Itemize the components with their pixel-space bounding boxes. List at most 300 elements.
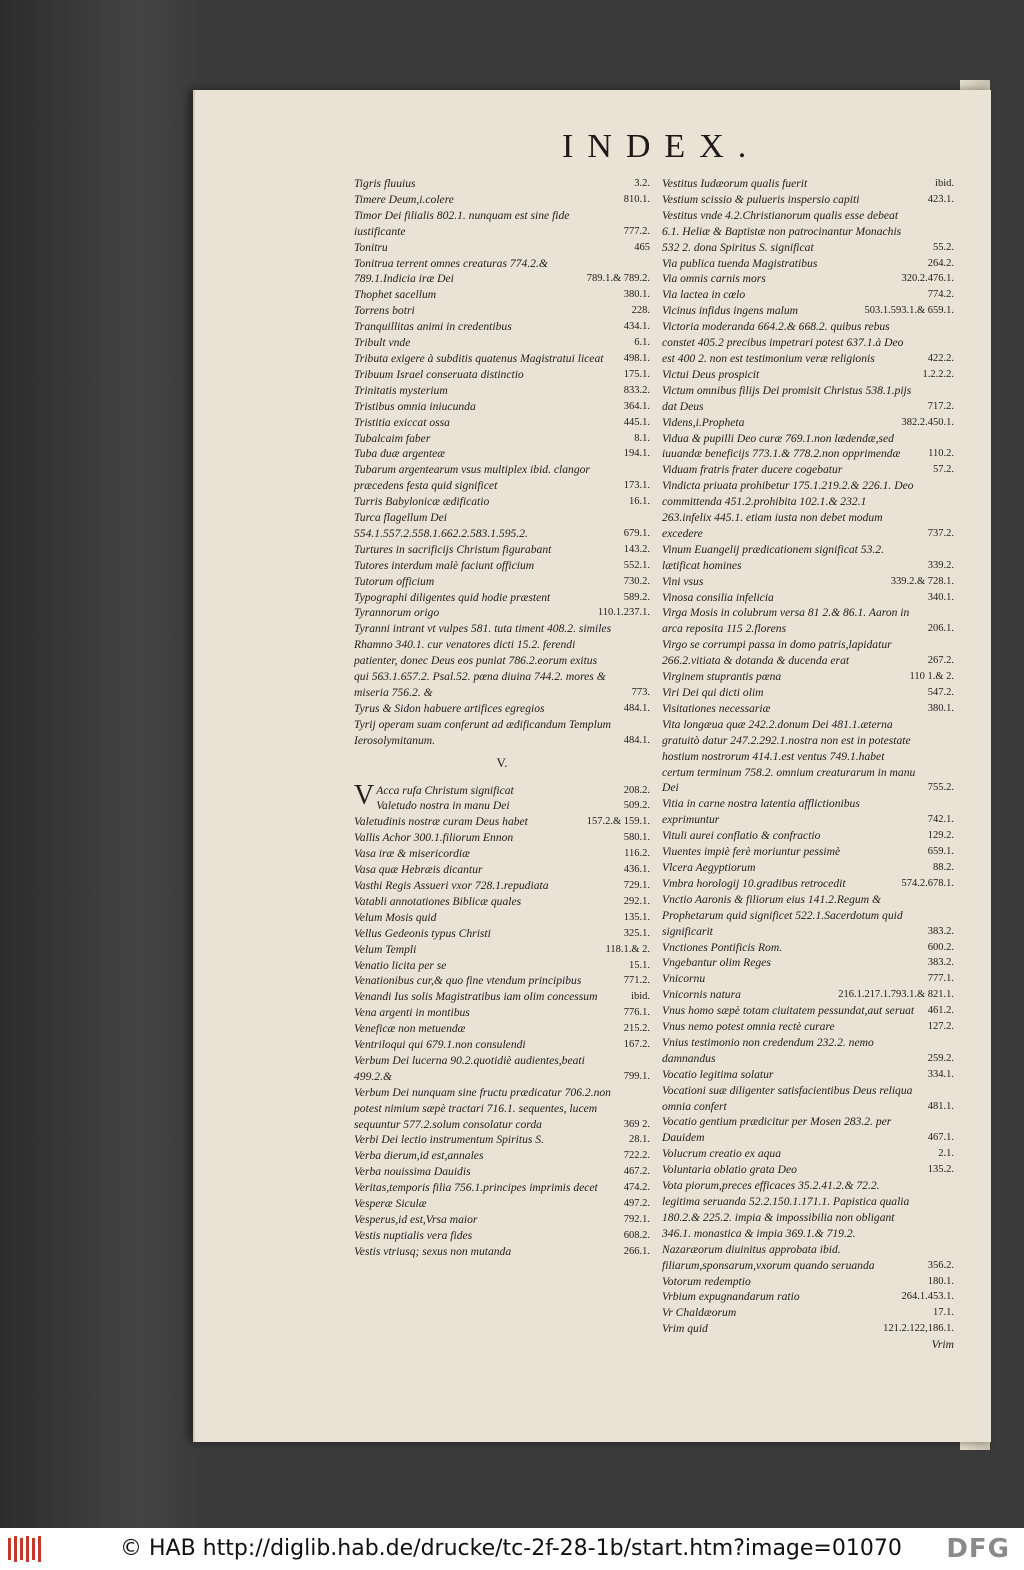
index-entry-page-ref: 509.2. [623,800,650,812]
index-entry-page-ref: 574.2.678.1. [901,877,954,889]
index-entry [662,478,954,542]
index-entry-term: Viduam fratris frater ducere cogebatur [662,463,843,477]
index-entry [354,621,650,701]
index-entry [662,1162,954,1178]
index-entry-page-ref: 369 2. [623,1118,650,1130]
index-entry-page-ref: 129.2. [927,830,954,842]
index-entry [354,256,650,288]
index-entry-term: Torrens botri [354,304,415,318]
index-entry-term: Vitia in carne nostra latentia afflictionibus exprimuntur [662,797,860,827]
index-entry [662,1305,954,1321]
index-entry-term: Virginem stuprantis pœna [662,670,782,684]
index-entry-page-ref: 474.2. [623,1182,650,1194]
index-entry-page-ref: 547.2. [927,687,954,698]
index-entry-page-ref: 481.1. [927,1100,954,1112]
index-entry [354,973,650,989]
index-entry-page-ref: 423.1. [927,193,954,205]
catchword: Vrim [931,1338,954,1352]
index-entry [662,303,954,319]
index-entry [662,271,954,287]
index-list-right [662,176,954,1337]
index-entry-page-ref: 461.2. [927,1005,954,1017]
index-entry-page-ref: 228. [631,305,650,317]
index-entry-term: Veritas,temporis filia 756.1.principes imprimis decet [354,1181,598,1195]
index-entry-page-ref: 771.2. [623,975,650,987]
index-entry [662,971,954,987]
index-entry-term: Vinosa consilia infelicia [662,590,774,604]
index-entry-term: Venandi Ius solis Magistratibus iam olim concessum [354,990,598,1004]
index-entry-page-ref: 380.1. [927,702,954,714]
index-entry-page-ref: 2.1. [938,1148,954,1160]
index-entry-page-ref: 180.1. [927,1275,954,1287]
index-entry-page-ref: 121.2.122,186.1. [883,1323,954,1335]
index-entry-term: Tribult vnde [354,336,411,350]
index-entry-term: Tristitia exiccat ossa [354,415,450,429]
index-entry-term: Votorum redemptio [662,1274,751,1288]
index-entry-page-ref: 833.2. [623,384,650,396]
index-column-left [354,176,650,1260]
index-entry [662,685,954,701]
index-entry-term: Verba dierum,id est,annales [354,1149,484,1163]
index-entry-page-ref: 799.1. [623,1070,650,1082]
index-entry-page-ref: 175.1. [623,368,650,380]
index-entry-page-ref: 773. [631,687,650,698]
index-entry-term: Tyrannorum origo [354,606,440,620]
index-entry-term: Timere Deum,i.colere [354,192,454,206]
index-entry-term: Victoria moderanda 664.2.& 668.2. quibus rebus constet 405.2 precibus impetrari potest 637.1.à Deo est 400 2. non est testimonium veræ religionis [662,320,904,365]
index-entry-page-ref: 127.2. [927,1021,954,1033]
index-entry-term: Vnctio Aaronis & filiorum eius 141.2.Regum & Prophetarum quid significet 522.1.Sacerdotum quid significarit [662,892,903,938]
index-entry-page-ref: 774.2. [927,289,954,301]
index-entry [662,637,954,669]
index-entry-page-ref: 356.2. [927,1259,954,1271]
index-entry-term: Venationibus cur,& quo fine vtendum principibus [354,974,582,988]
index-entry-term: Vmbra horologij 10.gradibus retrocedit [662,876,846,890]
index-entry-term: Vindicta priuata prohibetur 175.1.219.2.& 226.1. Deo committenda 451.2.prohibita 102.1.& 232.1 263.infelix 445.1. etiam iusta non debet modum excedere [662,479,914,540]
index-entry [662,415,954,431]
index-entry [354,287,650,303]
index-entry [354,846,650,862]
index-entry-term: Vocationi suæ diligenter satisfacientibus Deus reliqua omnia confert [662,1083,913,1113]
index-entry [354,814,650,830]
index-entry-term: Visitationes necessariæ [662,701,771,715]
index-entry-term: Tyrus & Sidon habuere artifices egregios [354,701,545,715]
index-entry [354,431,650,447]
index-entry [662,955,954,971]
page-title: INDEX. [562,128,761,165]
index-entry-page-ref: 292.1. [623,895,650,907]
index-entry-page-ref: 325.1. [623,927,650,939]
index-entry-term: Vasa iræ & misericordiæ [354,847,470,861]
index-entry-page-ref: 8.1. [634,432,650,444]
index-entry-term: Virgo se corrumpi passa in domo patris,lapidatur 266.2.vitiata & dotanda & ducenda erat [662,638,892,668]
index-entry [354,894,650,910]
index-entry-term: Tonitru [354,240,388,254]
index-entry-page-ref: 484.1. [623,734,650,746]
index-entry-term: Venatio licita per se [354,958,447,972]
background-left [0,0,200,1528]
index-entry-page-ref: 364.1. [623,400,650,412]
index-entry [354,446,650,462]
index-entry [354,367,650,383]
index-entry-term: Vnctiones Pontificis Rom. [662,940,783,954]
index-entry-term: Volucrum creatio ex aqua [662,1147,782,1161]
index-entry-term: Vrbium expugnandarum ratio [662,1290,800,1304]
index-entry [354,510,650,542]
index-entry-page-ref: 382.2.450.1. [901,416,954,428]
index-entry-term: Acca rufa Christum significat [376,783,514,797]
index-entry [354,303,650,319]
index-entry-term: Vatabli annotationes Biblicæ quales [354,894,522,908]
index-entry-page-ref: 57.2. [933,464,954,476]
index-entry-term: Timor Dei filialis 802.1. nunquam est sine fide iustificante [354,208,570,238]
index-entry-page-ref: 320.2.476.1. [901,273,954,285]
index-entry-page-ref: 422.2. [927,352,954,364]
index-entry-page-ref: 729.1. [623,879,650,891]
index-entry-page-ref: 465 [634,241,650,253]
index-list-t [354,176,650,749]
index-entry-term: Tubalcaim faber [354,431,431,445]
index-entry-page-ref: 755.2. [927,782,954,794]
index-entry [354,351,650,367]
index-entry-term: Vlcera Aegyptiorum [662,860,756,874]
index-entry-page-ref: 340.1. [927,591,954,603]
index-entry [354,574,650,590]
index-entry-term: Virga Mosis in colubrum versa 81 2.& 86.1. Aaron in arca reposita 115 2.florens [662,606,910,636]
index-entry-term: Tributa exigere à subditis quatenus Magistratui liceat [354,351,604,365]
index-entry-page-ref: 383.2. [927,925,954,937]
index-entry-term: Via omnis carnis mors [662,272,766,286]
index-entry-page-ref: 339.2. [927,559,954,571]
index-entry [354,1180,650,1196]
index-entry-term: Tranquillitas animi in credentibus [354,320,512,334]
index-entry-term: Trinitatis mysterium [354,383,448,397]
index-entry-page-ref: 135.1. [623,911,650,923]
index-entry-page-ref: 659.1. [927,846,954,858]
index-entry [354,717,650,749]
index-entry-page-ref: 17.1. [933,1307,954,1319]
index-entry [354,192,650,208]
index-entry-term: Tonitrua terrent omnes creaturas 774.2.& 789.1.Indicia iræ Dei [354,256,548,286]
index-entry [662,256,954,272]
index-entry [354,399,650,415]
index-entry [354,1164,650,1180]
index-entry-page-ref: 445.1. [623,416,650,428]
index-entry-page-ref: 383.2. [927,957,954,969]
index-entry-page-ref: 737.2. [927,527,954,539]
index-entry-term: Via lactea in cœlo [662,288,746,302]
index-entry-term: Vnicornis natura [662,988,741,1002]
index-entry [354,878,650,894]
index-entry [354,958,650,974]
index-entry-page-ref: 206.1. [927,623,954,635]
index-entry [662,1178,954,1273]
index-entry [662,1321,954,1337]
index-entry-page-ref: 810.1. [623,193,650,205]
index-entry [662,1146,954,1162]
index-entry-page-ref: 173.1. [623,480,650,492]
index-entry-term: Turtures in sacrificijs Christum figurabant [354,542,552,556]
index-entry-page-ref: 608.2. [623,1229,650,1241]
index-entry [662,892,954,940]
index-entry [662,319,954,367]
footer-copyright-link[interactable]: © HAB http://diglib.hab.de/drucke/tc-2f-28-1b/start.htm?image=01070 [120,1536,902,1561]
index-entry [662,192,954,208]
index-entry [662,701,954,717]
index-entry-page-ref: 264.2. [927,257,954,269]
index-entry-page-ref: 730.2. [623,575,650,587]
index-entry [662,717,954,797]
index-entry-term: Viri Dei qui dicti olim [662,686,764,699]
index-entry-page-ref: ibid. [631,991,650,1003]
index-entry-term: Vidua & pupilli Deo curæ 769.1.non lædendæ,sed iuuandæ beneficijs 773.1.& 778.2.non opprimendæ [662,431,901,461]
index-entry-page-ref: 722.2. [623,1150,650,1162]
index-entry [354,319,650,335]
index-entry [662,287,954,303]
index-entry-term: Vasa quæ Hebræis dicantur [354,863,483,877]
index-entry [354,942,650,958]
index-entry-term: Vnius testimonio non credendum 232.2. nemo damnandus [662,1035,874,1065]
index-entry [662,1003,954,1019]
index-entry-page-ref: 1.2.2.2. [922,368,954,380]
index-entry-page-ref: 88.2. [933,861,954,873]
index-entry-page-ref: 789.1.& 789.2. [586,273,650,285]
index-entry [354,798,650,814]
index-entry [354,1037,650,1053]
index-entry-term: Vestium scissio & pulueris inspersio capiti [662,192,860,206]
index-entry [662,876,954,892]
index-entry-term: Victum omnibus filijs Dei promisit Christus 538.1.pijs dat Deus [662,383,912,413]
index-entry-page-ref: 116.2. [624,848,650,860]
index-entry-page-ref: 110.2. [928,448,954,460]
index-entry-term: Tyrij operam suam conferunt ad ædificandum Templum Ierosolymitanum. [354,717,611,747]
footer-bar [0,1528,1024,1570]
index-entry-term: Vrim quid [662,1322,708,1336]
index-entry [354,1228,650,1244]
index-entry [354,1005,650,1021]
index-entry-term: Verbi Dei lectio instrumentum Spiritus S. [354,1133,544,1147]
index-entry-page-ref: 334.1. [927,1068,954,1080]
index-entry [354,926,650,942]
index-entry-term: Vena argenti in montibus [354,1006,470,1020]
index-entry-term: Vr Chaldæorum [662,1306,737,1320]
index-entry [662,431,954,463]
index-entry-term: Valetudo nostra in manu Dei [376,799,510,813]
index-entry [662,796,954,828]
index-entry-term: Verbum Dei lucerna 90.2.quotidiè audientes,beati 499.2.& [354,1053,585,1083]
index-entry [354,1132,650,1148]
index-entry-page-ref: 552.1. [623,559,650,571]
index-entry-term: Vicinus infidus ingens malum [662,304,799,318]
index-entry [354,910,650,926]
index-entry [662,542,954,574]
index-entry-term: Tutorum officium [354,574,435,588]
index-entry-term: Viuentes impiè ferè moriuntur pessimè [662,845,841,859]
index-entry-term: Vocatio gentium prædicitur per Mosen 283.2. per Dauidem [662,1115,892,1145]
index-entry [354,462,650,494]
index-entry-page-ref: 503.1.593.1.& 659.1. [864,305,954,317]
index-entry-term: Vngebantur olim Reges [662,956,771,970]
index-entry-page-ref: 467.1. [927,1132,954,1144]
index-entry [662,844,954,860]
index-entry-page-ref: 264.1.453.1. [901,1291,954,1303]
index-entry [662,1114,954,1146]
index-entry-page-ref: 380.1. [623,289,650,301]
index-entry-page-ref: 28.1. [629,1134,650,1146]
index-entry-term: Vita longæua quæ 242.2.donum Dei 481.1.æterna gratuitò datur 247.2.292.1.nostra non est in potestate hostium nostrorum 414.1.est ventus 749.1.habet certum terminum 758.2. omnium creaturarum in manu Dei [662,717,916,795]
index-entry-page-ref: 434.1. [623,321,650,333]
index-entry [354,605,650,621]
index-entry-term: Vestitus vnde 4.2.Christianorum qualis esse debeat 6.1. Heliæ & Baptistæ non patrocinantur Monachis 532 2. dona Spiritus S. significat [662,208,902,254]
index-entry [662,1019,954,1035]
index-entry-term: Tigris fluuius [354,177,416,190]
index-entry-page-ref: 259.2. [927,1052,954,1064]
index-entry [662,383,954,415]
index-entry-term: Velum Templi [354,942,417,956]
index-entry-term: Velum Mosis quid [354,910,437,924]
index-entry [354,1021,650,1037]
section-letter-v: V. [496,754,508,770]
index-entry-page-ref: 266.1. [623,1245,650,1257]
index-entry-page-ref: 776.1. [623,1007,650,1019]
index-entry-term: Veneficæ non metuendæ [354,1022,466,1036]
index-entry-term: Tyranni intrant vt vulpes 581. tuta timent 408.2. similes Rhamno 340.1. cur venatores dicti 15.2. ferendi patienter, donec Deus eos puniat 786.2.eorum exitus qui 563.1.657.2. Psal.52. pœna diuina 744.2. mores & miseria 756.2. & [354,622,612,699]
index-entry [662,1067,954,1083]
index-entry-term: Vellus Gedeonis typus Christi [354,926,491,940]
index-entry-term: Vestis nuptialis vera fides [354,1228,473,1242]
index-entry [354,701,650,717]
index-entry-term: Tristibus omnia iniucunda [354,399,476,413]
index-entry [662,940,954,956]
index-entry [354,1053,650,1085]
index-entry [662,574,954,590]
index-entry-page-ref: 167.2. [623,1039,650,1051]
index-entry-term: Ventriloqui qui 679.1.non consulendi [354,1038,526,1052]
index-entry [662,860,954,876]
index-entry-page-ref: 15.1. [629,959,650,971]
index-entry-page-ref: 110 1.& 2. [909,671,954,683]
index-entry-page-ref: 580.1. [623,832,650,844]
index-entry [354,240,650,256]
index-entry [662,1083,954,1115]
index-entry-page-ref: 110.1.237.1. [597,607,650,619]
index-entry [662,462,954,478]
index-entry-term: Vocatio legitima solatur [662,1067,774,1081]
index-entry [354,542,650,558]
index-entry-page-ref: 498.1. [623,352,650,364]
index-entry-page-ref: 3.2. [634,178,650,189]
index-entry-term: Vinum Euangelij prædicationem significat 53.2. lætificat homines [662,542,884,572]
index-column-right [662,176,954,1353]
index-entry [354,335,650,351]
index-entry-page-ref: 215.2. [623,1023,650,1035]
index-entry-term: Valetudinis nostræ curam Deus habet [354,815,528,829]
index-entry-term: Vnus nemo potest omnia rectè curare [662,1020,835,1034]
index-entry-term: Vesperus,id est,Vrsa maior [354,1213,478,1226]
index-entry-term: Voluntaria oblatio grata Deo [662,1163,797,1177]
index-entry [662,367,954,383]
index-entry-page-ref: 497.2. [623,1198,650,1210]
index-entry-term: Vini vsus [662,574,704,588]
index-entry [662,1289,954,1305]
index-entry [354,176,650,192]
index-entry [354,1196,650,1212]
index-entry-term: Typographi diligentes quid hodie præstent [354,590,551,604]
index-entry-page-ref: 589.2. [623,591,650,603]
index-list-v [354,779,650,1260]
index-entry [662,669,954,685]
index-entry [354,989,650,1005]
index-entry-page-ref: 777.1. [927,973,954,985]
index-entry [662,208,954,256]
dfg-logo: DFG [946,1534,1010,1564]
index-entry-page-ref: 467.2. [623,1166,650,1178]
index-entry-term: Vasthi Regis Assueri vxor 728.1.repudiata [354,878,549,892]
index-entry-term: Verbum Dei nunquam sine fructu prædicatur 706.2.non potest nimium sæpè tractari 716.1. sequentes, lucem sequuntur 577.2.solum consolatur corda [354,1085,611,1131]
index-entry-term: Vallis Achor 300.1.filiorum Ennon [354,831,514,845]
index-entry-page-ref: 339.2.& 728.1. [890,575,954,587]
index-entry [662,1274,954,1290]
index-entry [354,1212,650,1228]
index-entry [662,605,954,637]
index-entry-term: Tubarum argentearum vsus multiplex ibid. clangor præcedens festa quid significet [354,463,590,493]
index-entry [662,176,954,192]
dropcap-v: V [354,779,375,811]
index-entry-page-ref: 118.1.& 2. [605,943,650,955]
index-entry-page-ref: 742.1. [927,814,954,826]
index-entry [662,828,954,844]
index-entry-term: Thophet sacellum [354,288,437,302]
index-entry [354,208,650,240]
index-entry [662,987,954,1003]
index-entry-term: Tribuum Israel conseruata distinctio [354,367,524,381]
index-entry-term: Verba nouissima Dauidis [354,1165,471,1179]
index-entry-term: Vestitus Iudæorum qualis fuerit [662,177,808,190]
index-entry [354,1148,650,1164]
index-entry [354,830,650,846]
hab-logo-icon [6,1534,46,1564]
index-entry-page-ref: 600.2. [927,941,954,953]
index-entry [662,1035,954,1067]
index-entry-page-ref: 792.1. [623,1214,650,1225]
index-entry-page-ref: 194.1. [623,448,650,460]
index-entry-term: Vota piorum,preces efficaces 35.2.41.2.& 72.2. legitima seruanda 52.2.150.1.171.1. Papistica qualia 180.2.& 225.2. impia & impossibilia non obligant 346.1. monastica & impia 369.1.& 719.2. Nazaræorum diuinitus approbata ibid. filiarum,sponsarum,vxorum quando seruanda [662,1179,910,1272]
index-entry [354,590,650,606]
index-entry-term: Turca flagellum Dei 554.1.557.2.558.1.662.2.583.1.595.2. [354,511,528,540]
index-entry-page-ref: 55.2. [933,241,954,253]
index-entry-page-ref: 267.2. [927,655,954,667]
index-entry-page-ref: 777.2. [623,225,650,237]
index-entry-page-ref: ibid. [935,178,954,189]
index-entry-term: Turris Babylonicæ ædificatio [354,495,490,509]
index-entry [354,383,650,399]
index-entry [662,590,954,606]
index-entry-term: Tuba duæ argenteæ [354,447,446,461]
index-entry-term: Victui Deus prospicit [662,367,760,381]
index-entry-page-ref: 216.1.217.1.793.1.& 821.1. [838,989,954,1001]
index-entry-page-ref: 679.1. [623,527,650,539]
index-entry [354,1085,650,1133]
index-entry-page-ref: 135.2. [927,1164,954,1176]
index-entry-term: Tutores interdum malè faciunt officium [354,558,535,572]
index-entry-page-ref: 436.1. [623,864,650,876]
index-entry-term: Vesperæ Siculæ [354,1197,427,1211]
index-entry-page-ref: 208.2. [623,784,650,796]
index-entry [354,494,650,510]
index-entry [354,1244,650,1260]
index-entry-page-ref: 484.1. [623,702,650,714]
index-entry-term: Via publica tuenda Magistratibus [662,256,818,270]
